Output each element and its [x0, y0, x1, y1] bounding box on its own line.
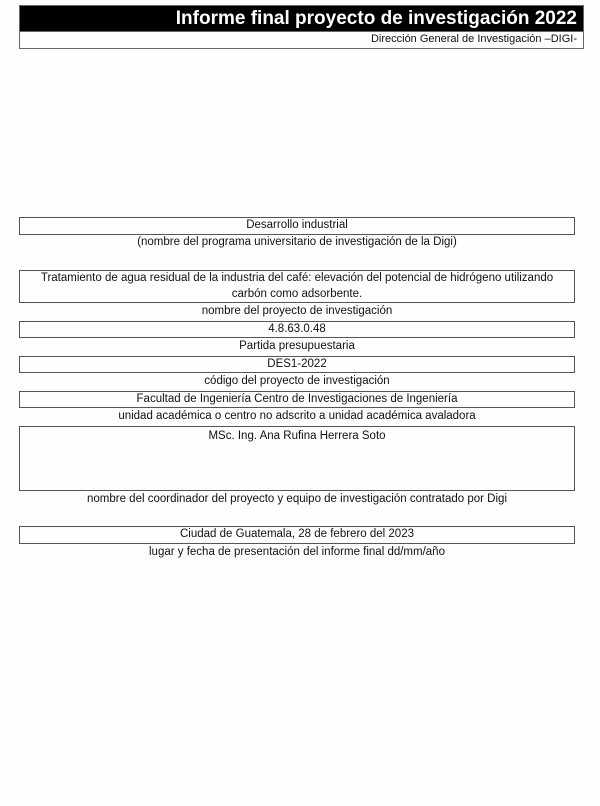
project-code-field: DES1-2022	[19, 356, 575, 373]
place-date-label: lugar y fecha de presentación del informe final dd/mm/año	[149, 546, 445, 558]
report-subtitle-bar	[19, 32, 584, 49]
academic-unit-field: Facultad de Ingeniería Centro de Investigaciones de Ingeniería	[19, 391, 575, 408]
report-title-bar	[19, 5, 584, 32]
budget-line-label: Partida presupuestaria	[239, 340, 355, 352]
academic-unit-label: unidad académica o centro no adscrito a unidad académica avaladora	[118, 410, 476, 422]
place-date-field: Ciudad de Guatemala, 28 de febrero del 2023	[19, 526, 575, 544]
project-code-label: código del proyecto de investigación	[204, 375, 390, 387]
program-name-field: Desarrollo industrial	[19, 217, 575, 235]
project-name-field: Tratamiento de agua residual de la industria del café: elevación del potencial de hidrógeno utilizando carbón como adsorbente.	[19, 270, 575, 303]
coordinator-label: nombre del coordinador del proyecto y equipo de investigación contratado por Digi	[86, 493, 507, 505]
program-name-label: (nombre del programa universitario de investigación de la Digi)	[137, 236, 457, 248]
report-subtitle: Dirección General de Investigación –DIGI-	[370, 33, 577, 45]
project-name-label: nombre del proyecto de investigación	[201, 305, 393, 317]
budget-line-field: 4.8.63.0.48	[19, 321, 575, 338]
report-title: Informe final proyecto de investigación 2022	[175, 8, 577, 29]
coordinator-field: MSc. Ing. Ana Rufina Herrera Soto	[19, 426, 575, 491]
